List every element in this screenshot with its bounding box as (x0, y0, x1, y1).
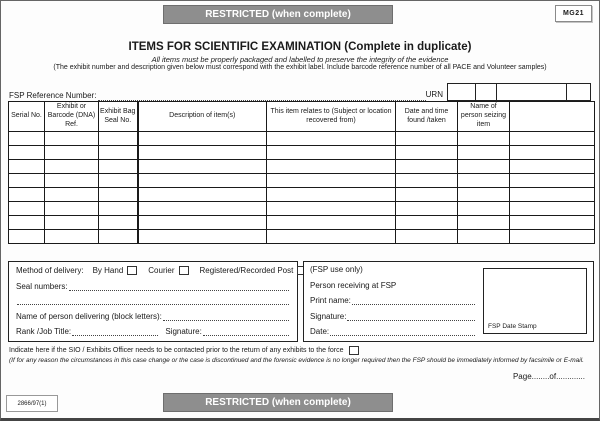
print-name-field[interactable] (352, 297, 475, 305)
exhibit-cell[interactable] (510, 146, 595, 160)
exhibit-cell[interactable] (99, 160, 138, 174)
rank-job-title-field[interactable] (72, 328, 158, 336)
exhibit-cell[interactable] (510, 202, 595, 216)
exhibit-cell[interactable] (510, 160, 595, 174)
delivery-option-registered-post (200, 266, 310, 275)
reference-row (9, 83, 591, 101)
exhibit-cell[interactable] (267, 160, 396, 174)
exhibit-cell[interactable] (458, 230, 510, 244)
exhibit-cell[interactable] (9, 146, 45, 160)
exhibit-cell[interactable] (45, 230, 99, 244)
exhibit-cell[interactable] (396, 160, 458, 174)
fsp-date-field[interactable] (330, 328, 475, 336)
seal-numbers-continuation-row (16, 297, 290, 305)
exhibit-cell[interactable] (510, 132, 595, 146)
exhibit-row (9, 132, 595, 146)
exhibit-cell[interactable] (45, 146, 99, 160)
exhibit-cell[interactable] (45, 160, 99, 174)
exhibit-cell[interactable] (138, 216, 267, 230)
exhibit-cell[interactable] (267, 188, 396, 202)
subtitle-packaging-note: All items must be properly packaged and labelled to preserve the integrity of the evidence (151, 55, 449, 64)
exhibit-cell[interactable] (267, 146, 396, 160)
rank-signature-row (16, 327, 290, 336)
fsp-date-row (310, 327, 476, 336)
exhibit-cell[interactable] (510, 230, 595, 244)
delivery-option-by-hand (93, 266, 140, 275)
page-title: ITEMS FOR SCIENTIFIC EXAMINATION (Complete in duplicate) (128, 41, 472, 53)
col-description: Description of item(s) (138, 102, 267, 132)
fsp-date-label: Date: (310, 327, 330, 336)
fsp-date-stamp-box (483, 268, 587, 334)
exhibits-table (8, 101, 595, 244)
exhibit-cell[interactable] (99, 174, 138, 188)
seal-numbers-label: Seal numbers: (16, 281, 68, 291)
col-exhibit-bag-seal-no: Exhibit Bag Seal No. (99, 102, 138, 132)
fsp-reference-field[interactable] (98, 93, 425, 101)
exhibit-cell[interactable] (99, 132, 138, 146)
exhibit-cell[interactable] (45, 132, 99, 146)
indicate-contact-checkbox[interactable] (349, 346, 359, 355)
col-date-time-found: Date and time found /taken (396, 102, 458, 132)
exhibit-cell[interactable] (138, 188, 267, 202)
subtitle-barcode-note: (The exhibit number and description given below must correspond with the exhibit label. Include barcode reference number of all PACE and Volunteer samples) (53, 64, 547, 71)
exhibit-cell[interactable] (458, 216, 510, 230)
method-of-delivery-label: Method of delivery: (16, 266, 84, 275)
footer-form-code: 2866/97(1) (6, 395, 58, 412)
fsp-signature-label: Signature: (310, 311, 347, 321)
col-exhibit-barcode-ref: Exhibit or Barcode (DNA) Ref. (45, 102, 99, 132)
person-delivering-label: Name of person delivering (block letters): (16, 311, 162, 321)
exhibit-cell[interactable] (9, 160, 45, 174)
urn-cell[interactable] (476, 84, 497, 100)
restricted-banner-bottom: RESTRICTED (when complete) (163, 393, 393, 412)
exhibit-cell[interactable] (9, 230, 45, 244)
person-delivering-field[interactable] (163, 313, 289, 321)
exhibit-cell[interactable] (396, 216, 458, 230)
col-unlabeled (510, 102, 595, 132)
exhibit-cell[interactable] (138, 202, 267, 216)
exhibit-cell[interactable] (458, 202, 510, 216)
delivery-signature-field[interactable] (203, 328, 289, 336)
exhibit-cell[interactable] (458, 174, 510, 188)
exhibits-table-body (9, 132, 595, 244)
rank-job-title-label: Rank /Job Title: (16, 327, 72, 336)
exhibit-row (9, 160, 595, 174)
exhibit-row (9, 174, 595, 188)
exhibit-cell[interactable] (396, 146, 458, 160)
exhibit-cell[interactable] (45, 188, 99, 202)
registered-post-label: Registered/Recorded Post (199, 266, 294, 275)
method-of-delivery-row (16, 266, 294, 275)
exhibit-row (9, 188, 595, 202)
courier-checkbox[interactable] (179, 266, 189, 275)
page-of-field[interactable]: Page........of............. (512, 372, 585, 381)
exhibit-cell[interactable] (9, 174, 45, 188)
exhibit-cell[interactable] (138, 174, 267, 188)
fsp-date-stamp-label: FSP Date Stamp (488, 323, 537, 330)
col-person-seizing: Name of person seizing item (458, 102, 510, 132)
seal-numbers-row (16, 282, 290, 291)
print-name-row (310, 296, 476, 305)
exhibit-cell[interactable] (138, 146, 267, 160)
exhibit-row (9, 230, 595, 244)
exhibit-cell[interactable] (138, 230, 267, 244)
exhibit-cell[interactable] (99, 230, 138, 244)
exhibit-cell[interactable] (510, 188, 595, 202)
urn-cell[interactable] (497, 84, 567, 100)
seal-numbers-field[interactable] (69, 283, 289, 291)
exhibit-cell[interactable] (267, 132, 396, 146)
indicate-contact-row (9, 346, 591, 355)
exhibit-cell[interactable] (45, 216, 99, 230)
delivery-signature-label: Signature: (165, 327, 202, 336)
exhibit-cell[interactable] (138, 132, 267, 146)
person-delivering-row (16, 312, 290, 321)
exhibit-row (9, 146, 595, 160)
exhibit-cell[interactable] (45, 202, 99, 216)
exhibit-cell[interactable] (9, 132, 45, 146)
indicate-contact-label: Indicate here if the SIO / Exhibits Officer needs to be contacted prior to the return of any exhibits to the force (9, 347, 344, 354)
exhibit-cell[interactable] (267, 202, 396, 216)
col-serial-no: Serial No. (9, 102, 45, 132)
exhibit-cell[interactable] (396, 174, 458, 188)
fsp-reference-label: FSP Reference Number: (9, 91, 97, 100)
exhibit-row (9, 216, 595, 230)
courier-label: Courier (148, 266, 175, 275)
by-hand-label: By Hand (92, 266, 124, 275)
exhibit-row (9, 202, 595, 216)
print-name-label: Print name: (310, 296, 351, 305)
exhibit-cell[interactable] (9, 216, 45, 230)
exhibit-cell[interactable] (510, 216, 595, 230)
delivery-option-courier (148, 266, 190, 275)
fsp-signature-field[interactable] (347, 313, 475, 321)
exhibit-cell[interactable] (458, 132, 510, 146)
exhibit-cell[interactable] (99, 202, 138, 216)
urn-label: URN (425, 90, 443, 99)
urn-cell[interactable] (448, 84, 476, 100)
exhibit-cell[interactable] (45, 174, 99, 188)
form-code-badge: MG21 (555, 5, 592, 22)
exhibit-cell[interactable] (396, 132, 458, 146)
exhibit-cell[interactable] (138, 160, 267, 174)
exhibit-cell[interactable] (9, 188, 45, 202)
urn-box (447, 83, 591, 101)
exhibit-cell[interactable] (99, 216, 138, 230)
exhibit-cell[interactable] (396, 202, 458, 216)
exhibit-cell[interactable] (99, 188, 138, 202)
exhibit-cell[interactable] (458, 146, 510, 160)
fsp-signature-row (310, 312, 476, 321)
exhibit-cell[interactable] (99, 146, 138, 160)
seal-numbers-field-line2[interactable] (17, 297, 289, 305)
exhibit-cell[interactable] (458, 188, 510, 202)
exhibit-cell[interactable] (510, 174, 595, 188)
person-receiving-label: Person receiving at FSP (310, 280, 397, 290)
exhibit-cell[interactable] (267, 174, 396, 188)
delivery-box (8, 261, 298, 342)
fsp-use-only-box (303, 261, 594, 342)
col-relates-to: This item relates to (Subject or location recovered from) (267, 102, 396, 132)
exhibit-cell[interactable] (267, 230, 396, 244)
urn-cell[interactable] (567, 84, 590, 100)
exhibits-table-header-row (9, 102, 595, 132)
exhibit-cell[interactable] (458, 160, 510, 174)
exhibit-cell[interactable] (396, 188, 458, 202)
fsp-use-only-title: (FSP use only) (310, 265, 363, 274)
restricted-banner-top: RESTRICTED (when complete) (163, 5, 393, 24)
exhibit-cell[interactable] (396, 230, 458, 244)
exhibit-cell[interactable] (9, 202, 45, 216)
by-hand-checkbox[interactable] (127, 266, 137, 275)
exhibit-cell[interactable] (267, 216, 396, 230)
discontinued-case-note: (If for any reason the circumstances in this case change or the case is discontinued and the forensic evidence is no longer required then the FSP should be immediately informed by facsimile or E-mail. (9, 357, 584, 364)
fsp-fields (310, 265, 483, 336)
